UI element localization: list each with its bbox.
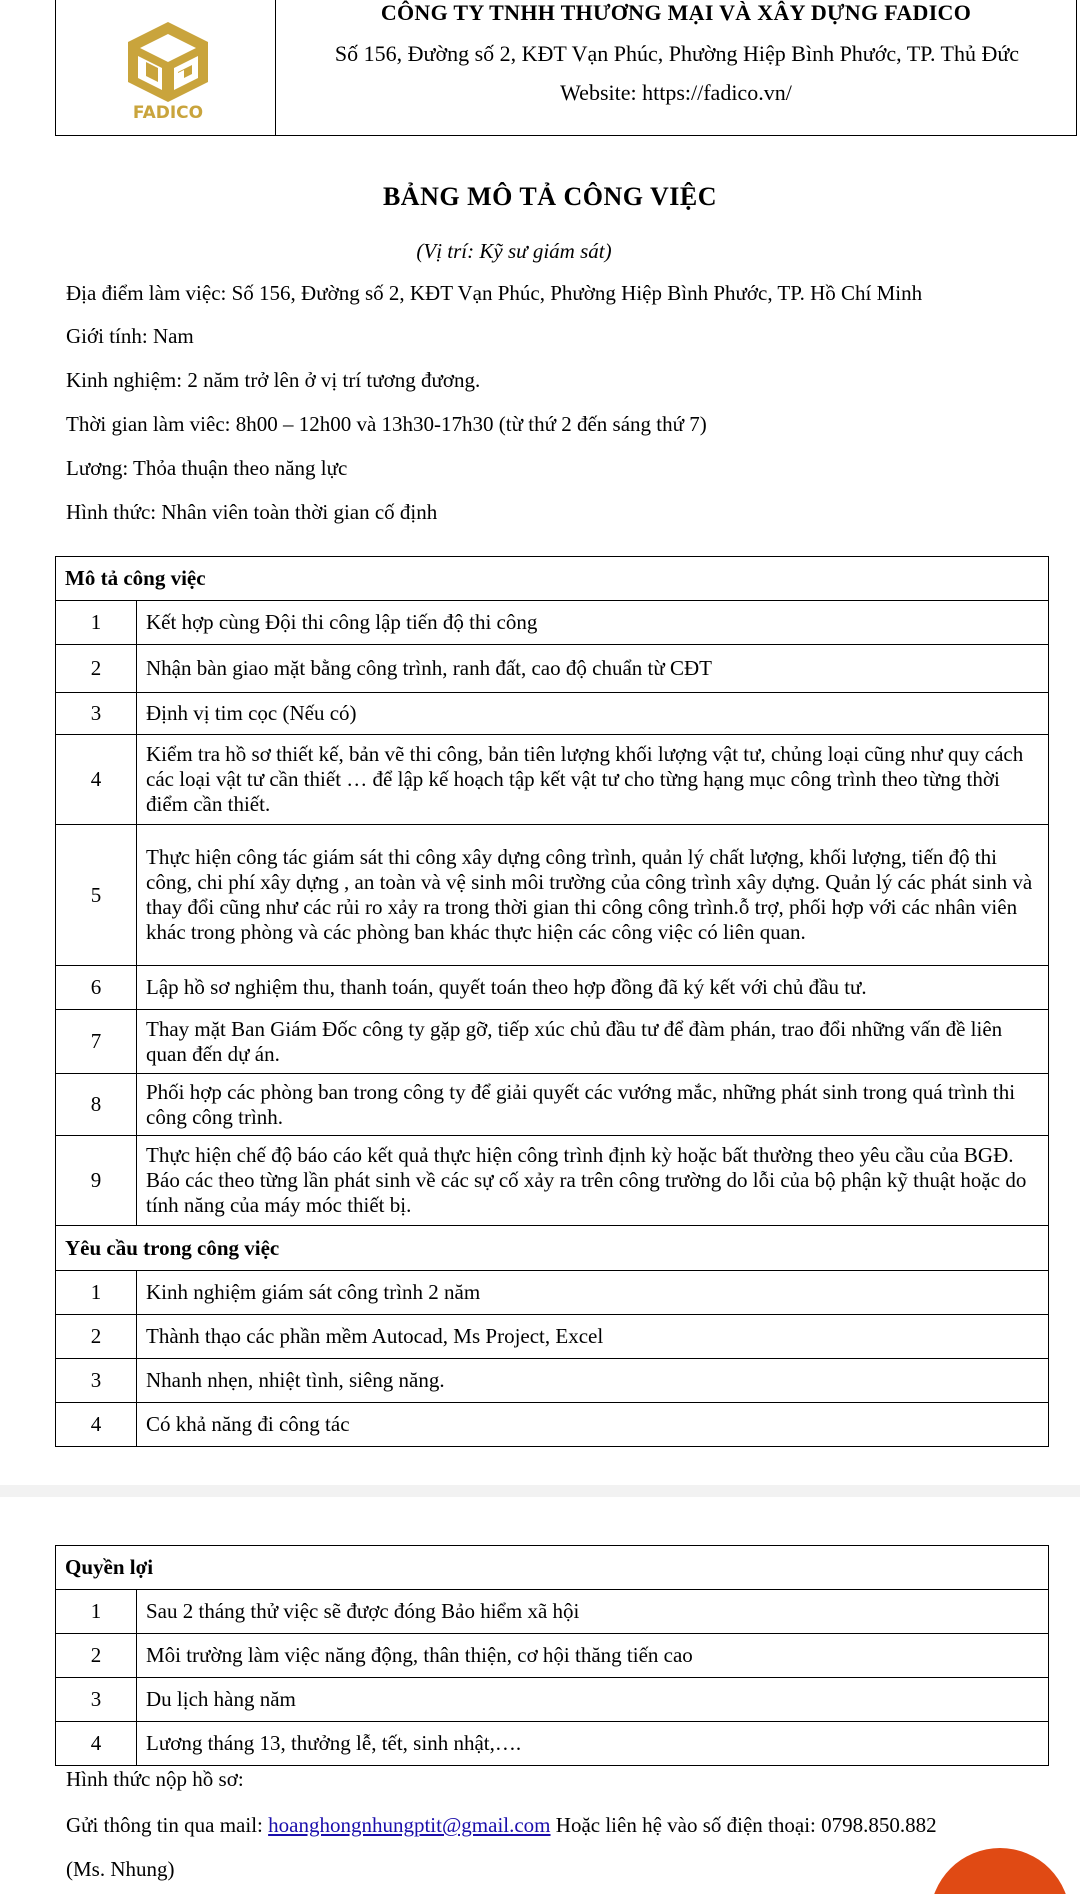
table-row	[56, 825, 1049, 966]
row-text: Kiểm tra hồ sơ thiết kế, bản vẽ thi công, bản tiên lượng khối lượng vật tư, chủng loại cũng như quy cách các loại vật tư cần thiết … để lập kế hoạch tập kết vật tư cho từng hạng mục công trình theo từng thời điểm cần thiết.	[137, 735, 1049, 825]
table-row	[56, 1590, 1049, 1634]
row-text: Định vị tim cọc (Nếu có)	[137, 693, 1049, 735]
row-number: 1	[56, 601, 137, 645]
info-location: Địa điểm làm việc: Số 156, Đường số 2, KĐT Vạn Phúc, Phường Hiệp Bình Phước, TP. Hồ Chí Minh	[66, 281, 923, 305]
contact-line	[66, 1812, 937, 1838]
row-number: 8	[56, 1074, 137, 1136]
row-text: Môi trường làm việc năng động, thân thiện, cơ hội thăng tiến cao	[137, 1634, 1049, 1678]
benefits-table	[55, 1545, 1049, 1766]
table-row	[56, 1271, 1049, 1315]
table-row	[56, 1074, 1049, 1136]
row-text: Kinh nghiệm giám sát công trình 2 năm	[137, 1271, 1049, 1315]
row-number: 4	[56, 1722, 137, 1766]
email-link[interactable]: hoanghongnhungptit@gmail.com	[268, 1813, 551, 1837]
row-text: Du lịch hàng năm	[137, 1678, 1049, 1722]
row-text: Lương tháng 13, thưởng lễ, tết, sinh nhật,….	[137, 1722, 1049, 1766]
table-row	[56, 693, 1049, 735]
row-number: 2	[56, 1634, 137, 1678]
info-working-hours: Thời gian làm viêc: 8h00 – 12h00 và 13h30-17h30 (từ thứ 2 đến sáng thứ 7)	[66, 412, 707, 436]
fadico-logo-icon	[116, 20, 220, 120]
section-header	[56, 1546, 1049, 1590]
send-prefix: Gửi thông tin qua mail:	[66, 1813, 269, 1837]
job-description-table	[55, 556, 1049, 1447]
table-row	[56, 645, 1049, 693]
company-website: Website: https://fadico.vn/	[560, 80, 792, 105]
table-row	[56, 1359, 1049, 1403]
company-address: Số 156, Đường số 2, KĐT Vạn Phúc, Phường Hiệp Bình Phước, TP. Thủ Đức	[334, 41, 1020, 66]
row-number: 2	[56, 1315, 137, 1359]
table-row	[56, 966, 1049, 1010]
contact-name: (Ms. Nhung)	[66, 1857, 175, 1881]
row-text: Sau 2 tháng thử việc sẽ được đóng Bảo hiểm xã hội	[137, 1590, 1049, 1634]
table-row	[56, 735, 1049, 825]
table-row	[56, 1315, 1049, 1359]
info-experience: Kinh nghiệm: 2 năm trở lên ở vị trí tương đương.	[66, 368, 481, 392]
info-gender: Giới tính: Nam	[66, 324, 194, 348]
row-text: Thay mặt Ban Giám Đốc công ty gặp gỡ, tiếp xúc chủ đầu tư để đàm phán, trao đổi những vấn đề liên quan đến dự án.	[137, 1010, 1049, 1074]
position-subtitle: (Vị trí: Kỹ sư giám sát)	[416, 239, 612, 263]
row-text: Thành thạo các phần mềm Autocad, Ms Project, Excel	[137, 1315, 1049, 1359]
apply-method-label: Hình thức nộp hồ sơ:	[66, 1767, 244, 1791]
row-text: Lập hồ sơ nghiệm thu, thanh toán, quyết toán theo hợp đồng đã ký kết với chủ đầu tư.	[137, 966, 1049, 1010]
document-title: BẢNG MÔ TẢ CÔNG VIỆC	[382, 182, 718, 211]
row-number: 4	[56, 735, 137, 825]
phone-text: Hoặc liên hệ vào số điện thoại: 0798.850.882	[550, 1813, 937, 1837]
table-row	[56, 601, 1049, 645]
row-text: Nhận bàn giao mặt bằng công trình, ranh đất, cao độ chuẩn từ CĐT	[137, 645, 1049, 693]
table-row	[56, 1136, 1049, 1226]
section-header	[56, 1226, 1049, 1271]
logo-text: FADICO	[132, 103, 204, 120]
row-number: 9	[56, 1136, 137, 1226]
floating-action-badge[interactable]	[930, 1848, 1070, 1894]
table-row	[56, 1722, 1049, 1766]
page-gap	[0, 1485, 1080, 1497]
row-number: 6	[56, 966, 137, 1010]
description-section-title: Mô tả công việc	[56, 557, 1049, 601]
row-number: 2	[56, 645, 137, 693]
benefits-section-title: Quyền lợi	[56, 1546, 1049, 1590]
row-number: 3	[56, 1359, 137, 1403]
row-text: Thực hiện công tác giám sát thi công xây dựng công trình, quản lý chất lượng, khối lượng, tiến độ thi công, chi phí xây dựng , an toàn và vệ sinh môi trường của công trình xây dựng. Quản lý các phát sinh và thay đổi cũng như các rủi ro xảy ra trong thời gian thi công công trình.ỗ trợ, phối hợp với các nhân viên khác trong phòng và các phòng ban khác thực hiện các công việc có liên quan.	[137, 825, 1049, 966]
table-row	[56, 1634, 1049, 1678]
row-text: Nhanh nhẹn, nhiệt tình, siêng năng.	[137, 1359, 1049, 1403]
table-row	[56, 1010, 1049, 1074]
row-text: Kết hợp cùng Đội thi công lập tiến độ thi công	[137, 601, 1049, 645]
row-number: 4	[56, 1403, 137, 1447]
row-text: Phối hợp các phòng ban trong công ty để giải quyết các vướng mắc, những phát sinh trong quá trình thi công công trình.	[137, 1074, 1049, 1136]
info-employment-type: Hình thức: Nhân viên toàn thời gian cố định	[66, 500, 438, 524]
requirements-section-title: Yêu cầu trong công việc	[56, 1226, 1049, 1271]
document-page-2	[0, 1497, 1080, 1894]
row-text: Có khả năng đi công tác	[137, 1403, 1049, 1447]
row-number: 1	[56, 1271, 137, 1315]
company-name: CÔNG TY TNHH THƯƠNG MẠI VÀ XÂY DỰNG FADICO	[380, 0, 972, 25]
info-salary: Lương: Thỏa thuận theo năng lực	[66, 456, 348, 480]
row-number: 3	[56, 693, 137, 735]
row-number: 1	[56, 1590, 137, 1634]
table-row	[56, 1403, 1049, 1447]
section-header	[56, 557, 1049, 601]
row-number: 7	[56, 1010, 137, 1074]
company-header	[55, 0, 1077, 136]
row-number: 5	[56, 825, 137, 966]
row-number: 3	[56, 1678, 137, 1722]
table-row	[56, 1678, 1049, 1722]
row-text: Thực hiện chế độ báo cáo kết quả thực hiện công trình định kỳ hoặc bất thường theo yêu cầu của BGĐ. Báo các theo từng lần phát sinh về các sự cố xảy ra trên công trường do lỗi của bộ phận kỹ thuật hoặc do tính năng của máy móc thiết bị.	[137, 1136, 1049, 1226]
